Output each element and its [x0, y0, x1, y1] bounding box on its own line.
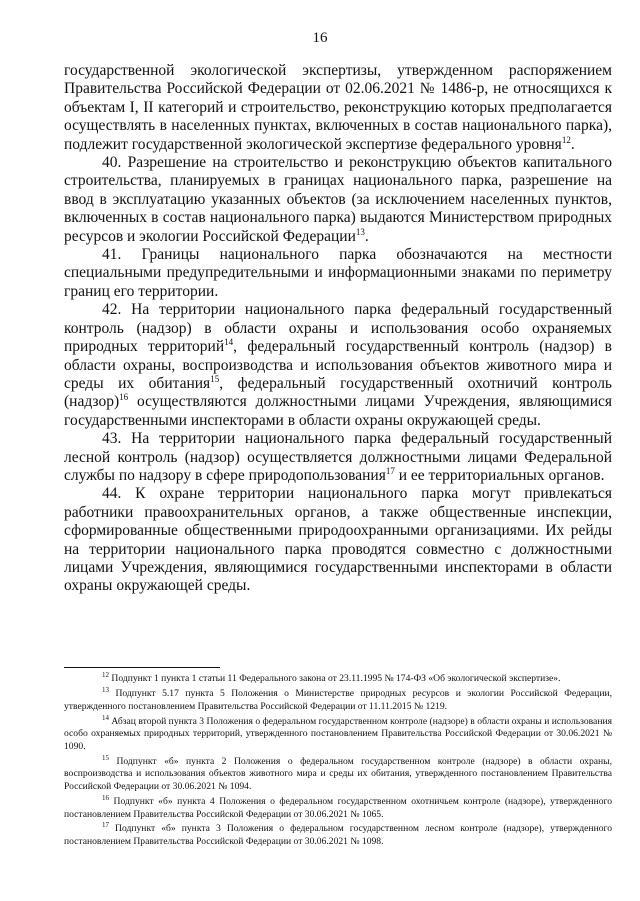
paragraph-text: , федеральный государственный охотничий контроль (надзор)	[64, 374, 612, 411]
paragraph-text: и ее территориальных органов.	[394, 466, 605, 484]
paragraph-42	[64, 301, 612, 430]
footnote-number: 14	[102, 713, 109, 722]
body-text	[64, 62, 612, 596]
footnote-text: Подпункт 1 пункта 1 статьи 11 Федерального закона от 23.11.1995 № 174-ФЗ «Об экологической экспертизе».	[109, 673, 561, 684]
page-number: 16	[312, 30, 328, 46]
paragraph-text: .	[570, 135, 575, 153]
paragraph-text: , федеральный государственный контроль (надзор) в области охраны, воспроизводства и использования объектов животного мира и среды их обитания	[64, 338, 612, 392]
paragraph-39-continued	[64, 62, 612, 154]
paragraph-43	[64, 430, 612, 485]
footnote-number: 13	[102, 685, 109, 694]
footnote-text: Подпункт 5.17 пункта 5 Положения о Министерстве природных ресурсов и экологии Российской Федерации, утвержденного постановлением Правительства Российской Федерации от 11.11.2015 № 1219.	[64, 687, 612, 712]
footnote-17	[64, 823, 612, 848]
footnote-ref-15: 15	[210, 373, 220, 384]
paragraph-text: осуществляются должностными лицами Учреждения, являющимися государственными инспекторами в области охраны окружающей среды.	[64, 393, 612, 429]
footnote-number: 12	[102, 670, 109, 679]
paragraph-text: .	[364, 227, 369, 245]
footnote-text: Подпункт «б» пункта 4 Положения о федеральном государственном охотничьем контроле (надзоре), утвержденного постановлением Правительства Российской Федерации от 30.06.2021 № 1065.	[64, 795, 612, 820]
paragraph-text: государственной экологической экспертизы, утвержденном распоряжением Правительства Российской Федерации от 02.06.2021 № 1486-р, не относящихся к объектам I, II категорий и строительство, реконструкцию которых предполагается осуществлять в населенных пунктах, включенных в состав национального парка), подлежит государственной экологической экспертизе федерального уровня	[64, 62, 612, 153]
paragraph-text: 42. На территории национального парка федеральный государственный контроль (надзор) в области охраны и использования особо охраняемых природных территорий	[64, 301, 612, 356]
paragraph-text: 44. К охране территории национального парка могут привлекаться работники правоохранительных органов, а также общественные инспекции, сформированные общественными природоохранными организациями. Их рейды на территории национального парка проводятся совместно с должностными лицами Учреждения, являющимися государственными инспекторами в области охраны окружающей среды.	[64, 485, 612, 595]
footnote-number: 16	[102, 793, 109, 802]
paragraph-40	[64, 154, 612, 246]
footnote-12	[64, 670, 612, 686]
paragraph-text: 43. На территории национального парка федеральный государственный лесной контроль (надзор) осуществляется должностными лицами Федеральной службы по надзору в сфере природопользования	[64, 430, 612, 484]
footnote-text: Подпункт «б» пункта 3 Положения о федеральном государственном лесном контроле (надзоре), утвержденного постановлением Правительства Российской Федерации от 30.06.2021 № 1098.	[64, 823, 612, 848]
footnote-ref-13: 13	[355, 226, 365, 237]
footnote-separator	[64, 667, 220, 668]
footnote-13	[64, 685, 612, 713]
footnote-number: 17	[102, 821, 109, 830]
paragraph-text: 41. Границы национального парка обозначаются на местности специальными предупредительными и информационными знаками по периметру границ его территории.	[64, 246, 612, 300]
footnote-16	[64, 793, 612, 821]
footnotes	[64, 670, 612, 851]
footnote-ref-17: 17	[385, 465, 395, 476]
footnote-number: 15	[102, 753, 109, 762]
footnote-15	[64, 753, 612, 794]
footnote-ref-14: 14	[224, 336, 234, 347]
footnote-ref-12: 12	[561, 134, 571, 145]
footnote-text: Абзац второй пункта 3 Положения о федеральном государственном контроле (надзоре) в области охраны и использования особо охраняемых природных территорий, утвержденного постановлением Правительства Российской Федерации от 30.06.2021 № 1090.	[64, 715, 612, 752]
paragraph-text: 40. Разрешение на строительство и реконструкцию объектов капитального строительства, планируемых в границах национального парка, разрешение на ввод в эксплуатацию указанных объектов (за исключением населенных пунктов, включенных в состав национального парка) выдаются Министерством природных ресурсов и экологии Российской Федерации	[64, 154, 612, 245]
footnote-text: Подпункт «б» пункта 2 Положения о федеральном государственном контроле (надзоре) в области охраны, воспроизводства и использования объектов животного мира и среды их обитания, утвержденного постановлением Правительства Российской Федерации от 30.06.2021 № 1094.	[64, 755, 612, 792]
paragraph-44	[64, 485, 612, 595]
paragraph-41	[64, 246, 612, 301]
footnote-14	[64, 713, 612, 754]
footnote-ref-16: 16	[119, 392, 129, 403]
